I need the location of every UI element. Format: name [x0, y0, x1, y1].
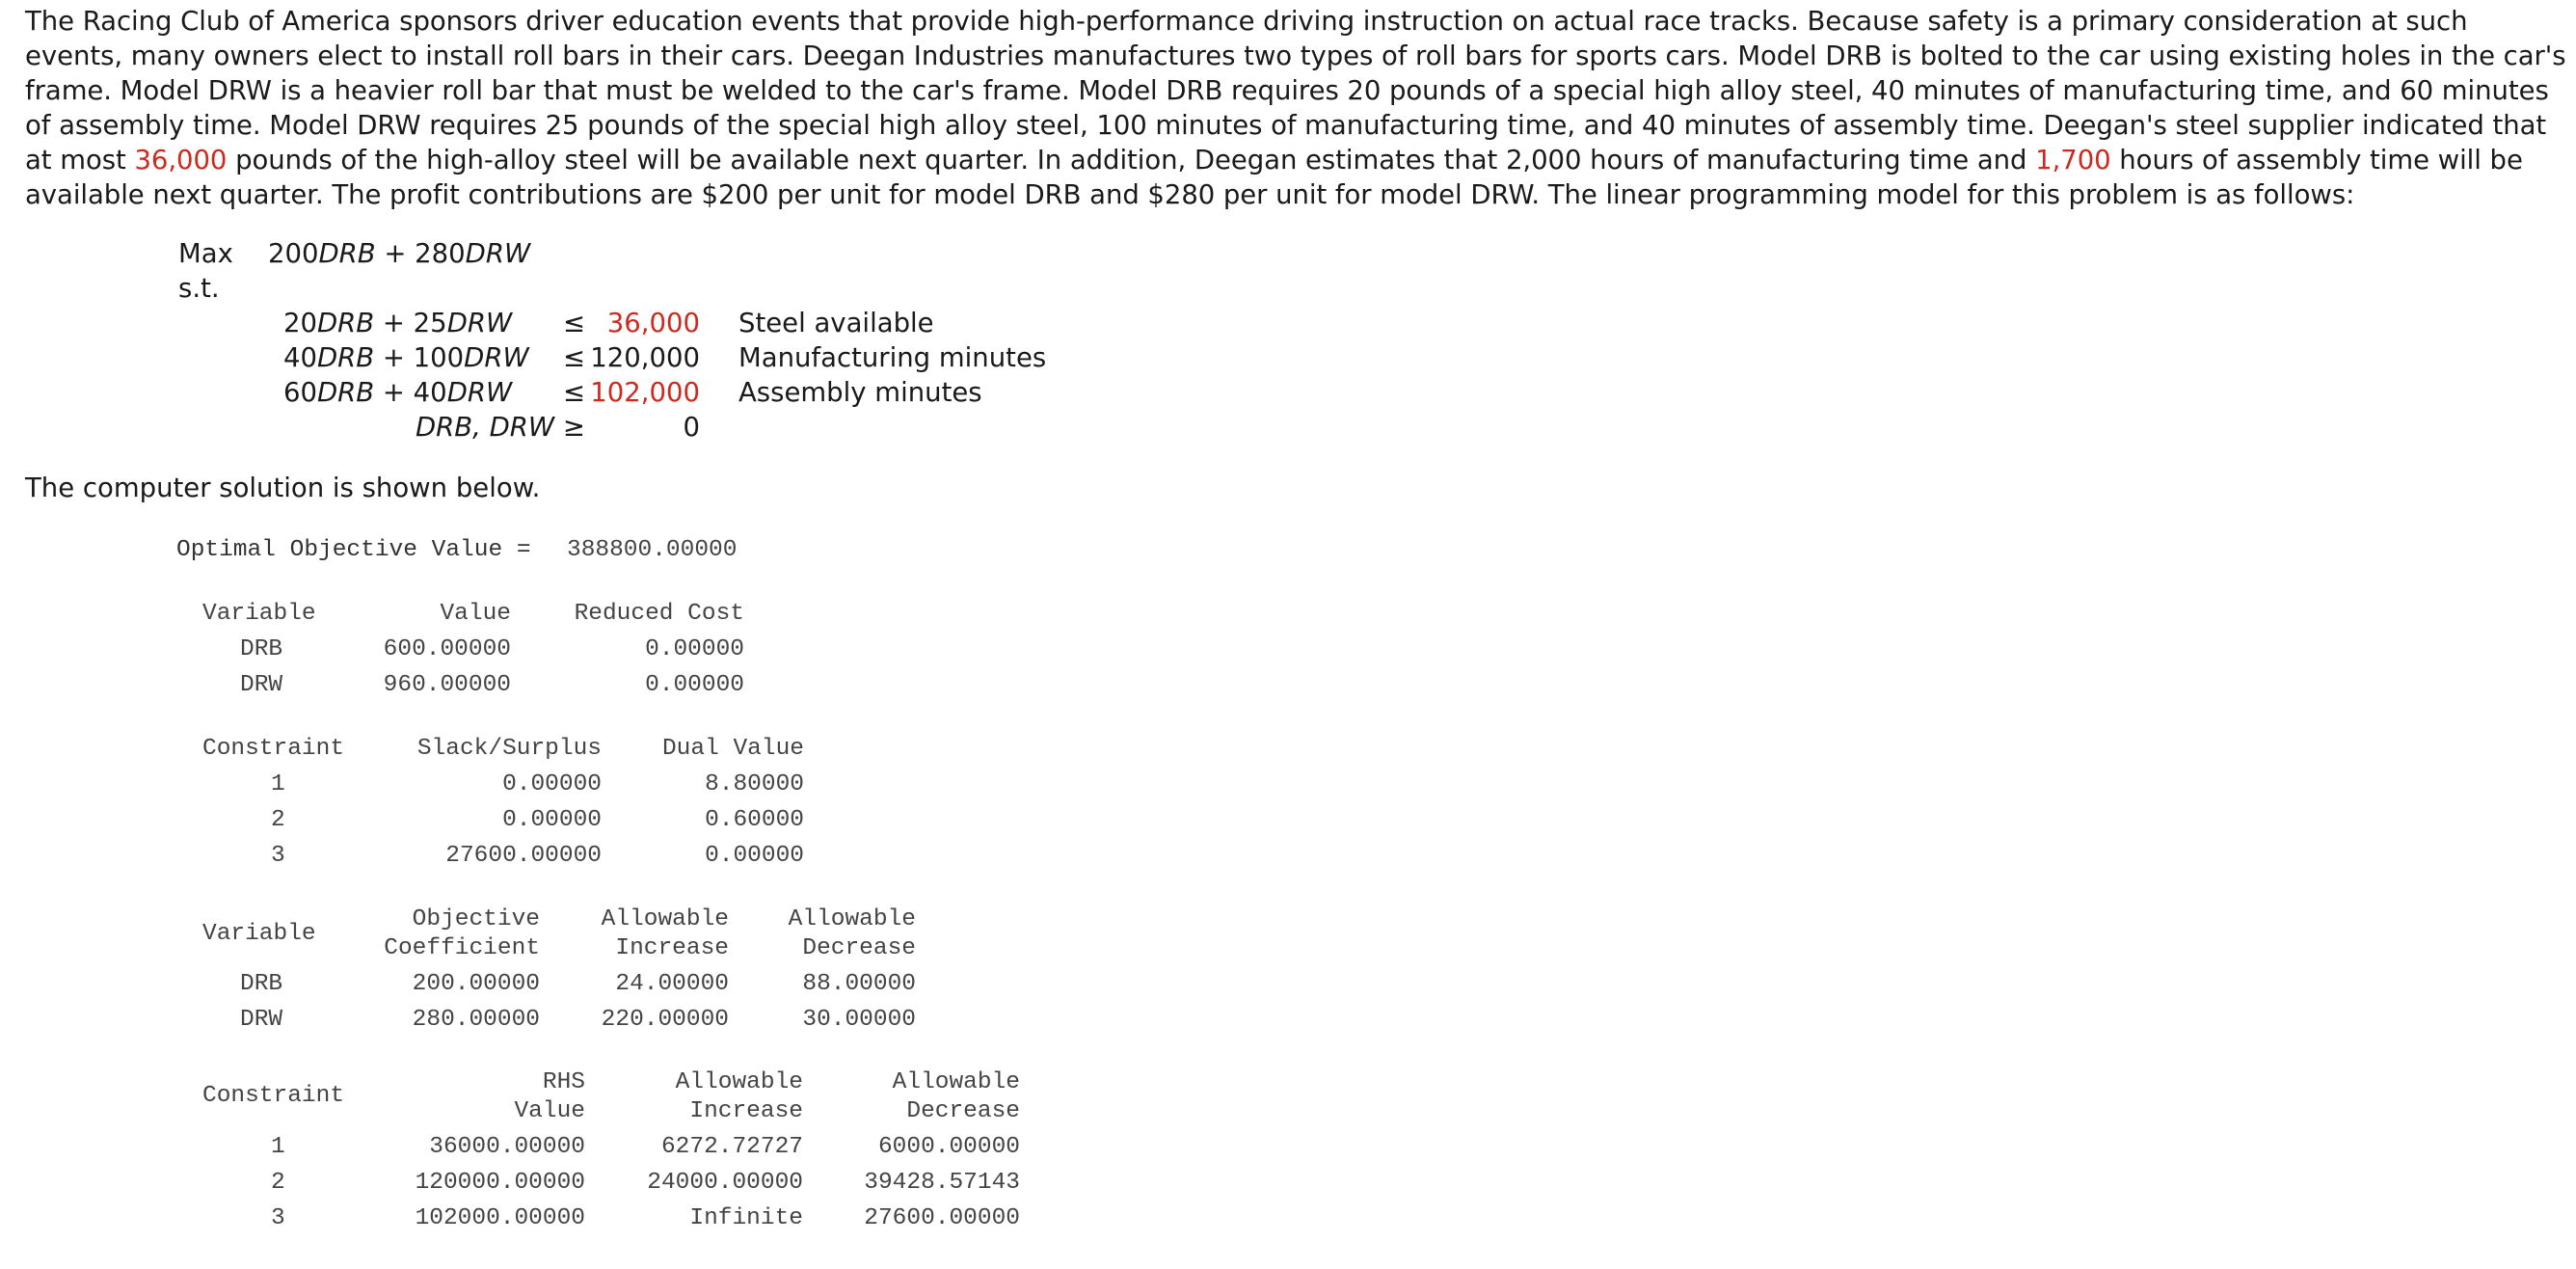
header-variable: Variable	[202, 921, 316, 947]
table-row-decrease: 6000.00000	[877, 1134, 1020, 1160]
header-increase: Increase	[689, 1098, 803, 1124]
header-coefficient: Coefficient	[384, 935, 540, 961]
table-row-rhs: 120000.00000	[415, 1170, 585, 1196]
table-row-num: 3	[271, 843, 285, 869]
table-row-coef: 200.00000	[412, 971, 540, 997]
le-symbol: ≤	[563, 308, 586, 338]
table-row-dual: 0.00000	[705, 843, 804, 869]
header-allowable: Allowable	[892, 1069, 1020, 1095]
max-label: Max	[178, 238, 233, 269]
header-slack: Slack/Surplus	[416, 736, 602, 762]
table-row-increase: 220.00000	[601, 1007, 729, 1033]
header-dual: Dual Value	[661, 736, 804, 762]
table-row-decrease: 27600.00000	[864, 1205, 1020, 1231]
table-row-var: DRW	[240, 672, 283, 698]
table-row-rhs: 102000.00000	[415, 1205, 585, 1231]
constraint-3-rhs: 102,000	[590, 377, 700, 408]
table-row-dual: 0.60000	[705, 807, 804, 833]
objective-function: 200DRB + 280DRW	[268, 238, 531, 269]
optimal-value: 388800.00000	[567, 537, 738, 563]
table-row-slack: 0.00000	[502, 771, 602, 797]
table-row-decrease: 88.00000	[802, 971, 916, 997]
problem-text-1: The Racing Club of America sponsors driver education events that provide high-performance driving instruction on actual race tracks. Because safety is a primary consideration at such events, many owners elect to install roll bars in their cars. Deegan Industries manufactures two types of roll bars for sports cars. Model DRB is bolted to the car using existing holes in the car's frame. Model DRW is a heavier roll bar that must be welded to the car's frame. Model DRB requires 20 pounds of a special high alloy steel, 40 minutes of manufacturing time, and 60 minutes of assembly time. Model DRW requires 25 pounds of the special high alloy steel, 100 minutes of manufacturing time, and 40 minutes of assembly time. Deegan's steel supplier indicated that at most	[25, 6, 2566, 176]
optimal-value-label: Optimal Objective Value =	[176, 537, 531, 563]
constraint-2-desc: Manufacturing minutes	[738, 342, 1047, 373]
nonnegativity-rhs: 0	[683, 412, 700, 443]
problem-text-3: hours of assembly time will be available next quarter. The profit contributions are $200 per unit for model DRB and $280 per unit for model DRW. The linear programming model for this problem is as follows:	[25, 145, 2523, 210]
le-symbol: ≤	[563, 377, 586, 408]
table-row-increase: Infinite	[689, 1205, 803, 1231]
header-allowable: Allowable	[788, 906, 916, 932]
nonnegativity-lhs: DRB, DRW ≥	[416, 412, 585, 443]
table-row-reduced: 0.00000	[645, 672, 744, 698]
header-objective: Objective	[412, 906, 540, 932]
table-row-increase: 6272.72727	[660, 1134, 803, 1160]
constraint-1-desc: Steel available	[738, 308, 934, 338]
table-row-value: 600.00000	[383, 636, 511, 662]
table-row-coef: 280.00000	[412, 1007, 540, 1033]
constraint-1-rhs: 36,000	[606, 308, 700, 338]
steel-amount: 36,000	[134, 145, 228, 176]
header-allowable: Allowable	[675, 1069, 803, 1095]
header-decrease: Decrease	[802, 935, 916, 961]
le-symbol: ≤	[563, 342, 586, 373]
table-row-value: 960.00000	[383, 672, 511, 698]
header-value: Value	[440, 601, 511, 627]
table-row-rhs: 36000.00000	[429, 1134, 585, 1160]
table-row-num: 3	[271, 1205, 285, 1231]
constraint-2-lhs: 40DRB + 100DRW	[283, 342, 529, 373]
table-row-num: 2	[271, 1170, 285, 1196]
header-decrease: Decrease	[906, 1098, 1020, 1124]
header-constraint: Constraint	[202, 736, 345, 762]
table-row-dual: 8.80000	[705, 771, 804, 797]
table-row-increase: 24000.00000	[647, 1170, 803, 1196]
table-row-decrease: 30.00000	[802, 1007, 916, 1033]
header-value: Value	[514, 1098, 585, 1124]
header-increase: Increase	[615, 935, 729, 961]
table-row-num: 1	[271, 771, 285, 797]
table-row-num: 1	[271, 1134, 285, 1160]
solution-intro: The computer solution is shown below.	[25, 472, 541, 503]
problem-text-2: pounds of the high-alloy steel will be available next quarter. In addition, Deegan estimates that 2,000 hours of manufacturing time and	[227, 145, 2036, 176]
header-reduced-cost: Reduced Cost	[574, 601, 744, 627]
table-row-decrease: 39428.57143	[864, 1170, 1020, 1196]
constraint-2-rhs: 120,000	[590, 342, 700, 373]
table-row-increase: 24.00000	[615, 971, 729, 997]
table-row-num: 2	[271, 807, 285, 833]
constraint-3-lhs: 60DRB + 40DRW	[283, 377, 513, 408]
table-row-slack: 27600.00000	[445, 843, 602, 869]
problem-statement	[25, 4, 2570, 212]
constraint-1-lhs: 20DRB + 25DRW	[283, 308, 513, 338]
st-label: s.t.	[178, 273, 220, 304]
header-allowable: Allowable	[601, 906, 729, 932]
header-constraint: Constraint	[202, 1083, 345, 1109]
header-variable: Variable	[202, 601, 316, 627]
assembly-hours: 1,700	[2035, 145, 2111, 176]
table-row-var: DRB	[240, 636, 283, 662]
table-row-var: DRW	[240, 1007, 283, 1033]
table-row-reduced: 0.00000	[645, 636, 744, 662]
header-rhs: RHS	[542, 1069, 585, 1095]
table-row-slack: 0.00000	[502, 807, 602, 833]
constraint-3-desc: Assembly minutes	[738, 377, 982, 408]
table-row-var: DRB	[240, 971, 283, 997]
